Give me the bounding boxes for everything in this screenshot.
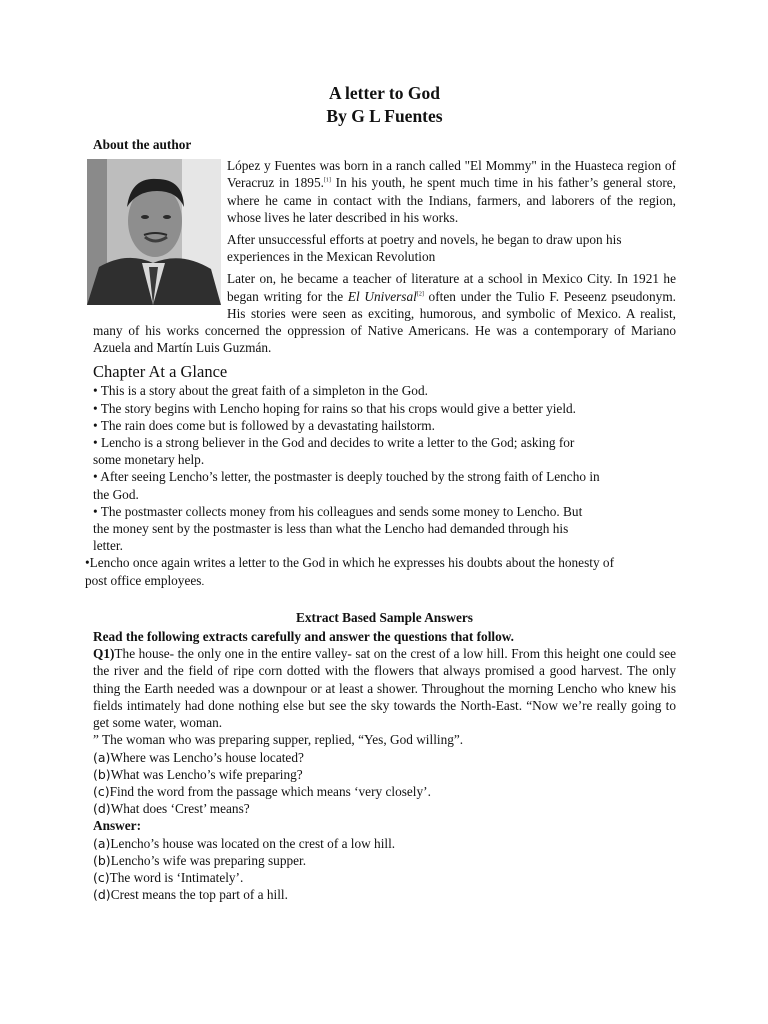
citation-1[interactable]: [1] [323, 177, 331, 184]
question-letter: (c) [93, 783, 110, 799]
glance-bullet: • The postmaster collects money from his colleagues and sends some money to Lencho. But the money sent by the postmaster is less than what the Lencho had demanded through his letter. [93, 503, 583, 554]
author-photo [87, 159, 221, 305]
about-p3-text-b: often under the Tulio F. Peseenz pseudonym. His stories were seen as exciting, humorous, and symbolic of Mexico. A realist, many of his works concerned the oppression of Native Americans. He was a contemporary of Mariano Azuela and Martín Luis Guzmán. [93, 288, 676, 356]
about-p1-text-b: In his youth, he spent much time in his father’s general store, where he came in contact with the Indians, farmers, and laborers of the region, whose lives he later described in his works. [227, 175, 676, 225]
question-list [93, 749, 676, 818]
answer-a [93, 835, 676, 852]
question-c [93, 783, 676, 800]
glance-bullet: • The rain does come but is followed by a devastating hailstorm. [93, 417, 435, 433]
answer-b [93, 852, 676, 869]
answer-text: The word is ‘Intimately’. [109, 869, 244, 885]
instruction-text: Read the following extracts carefully and answer the questions that follow. [93, 629, 514, 645]
title-line-1: A letter to God [329, 83, 440, 103]
about-p1-text-a: López y Fuentes was born in a ranch called "El Mommy" in the Huasteca region of Veracruz in 1895. [227, 158, 676, 191]
question-text: What does ‘Crest’ means? [110, 801, 250, 817]
q1-text: The house- the only one in the entire valley- sat on the crest of a low hill. From this height one could see the river and the field of ripe corn dotted with the flowers that always promised a good harvest. The only thing the Earth needed was a downpour or at least a shower. Throughout the morning Lencho who knew his fields intimately had done nothing else but see the sky towards the North-East. “Now we’re really going to get some water, woman. [93, 646, 676, 731]
answer-d [93, 886, 676, 903]
author-portrait-image [87, 159, 221, 305]
about-p3-text-a: Later on, he became a teacher of literature at a school in Mexico City. In 1921 he began writing for the [227, 271, 676, 304]
last-bullet-text: •Lencho once again writes a letter to the God in which he expresses his doubts about the honesty of post office employees [85, 555, 615, 588]
newspaper-name: El Universal [347, 288, 417, 304]
answer-letter: (b) [93, 852, 111, 868]
glance-bullet: • This is a story about the great faith of a simpleton in the God. [93, 383, 428, 399]
answer-text: Lencho’s wife was preparing supper. [110, 852, 307, 868]
question-a [93, 749, 676, 766]
answer-text: Crest means the top part of a hill. [110, 887, 288, 903]
last-bullet-period: . [201, 575, 205, 588]
glance-bullet: • The story begins with Lencho hoping for rains so that his crops would give a better yield. [93, 400, 577, 416]
answer-list [93, 835, 676, 904]
glance-bullet: • After seeing Lencho’s letter, the postmaster is deeply touched by the strong faith of Lencho in the God. [93, 469, 600, 502]
answer-letter: (c) [93, 869, 110, 885]
question-d [93, 800, 676, 817]
about-heading: About the author [93, 137, 192, 152]
citation-2[interactable]: [2] [416, 291, 424, 298]
glance-heading: Chapter At a Glance [93, 362, 228, 382]
answer-text: Lencho’s house was located on the crest of a low hill. [110, 835, 396, 851]
extract-title: Extract Based Sample Answers [296, 609, 473, 625]
glance-bullet-list [85, 382, 676, 590]
question-letter: (d) [93, 801, 111, 817]
glance-bullet: • Lencho is a strong believer in the God and decides to write a letter to the God; asking for some monetary help. [93, 435, 575, 468]
about-paragraph-2: After unsuccessful efforts at poetry and novels, he began to draw upon his experiences in the Mexican Revolution [227, 232, 622, 265]
answer-c [93, 869, 676, 886]
answer-letter: (a) [93, 835, 111, 851]
question-text: Where was Lencho’s house located? [110, 749, 304, 765]
document-page [85, 82, 676, 903]
question-text: What was Lencho’s wife preparing? [110, 766, 303, 782]
q1-passage [93, 645, 676, 731]
q1-reply: ” The woman who was preparing supper, replied, “Yes, God willing”. [93, 732, 464, 748]
glance-bullet-last [85, 554, 676, 590]
answer-letter: (d) [93, 887, 111, 903]
question-text: Find the word from the passage which means ‘very closely’. [109, 783, 431, 799]
answer-label: Answer: [93, 818, 142, 834]
question-letter: (a) [93, 749, 111, 765]
question-b [93, 766, 676, 783]
question-letter: (b) [93, 766, 111, 782]
title-line-2: By G L Fuentes [326, 106, 443, 126]
q1-label: Q1) [93, 646, 115, 662]
